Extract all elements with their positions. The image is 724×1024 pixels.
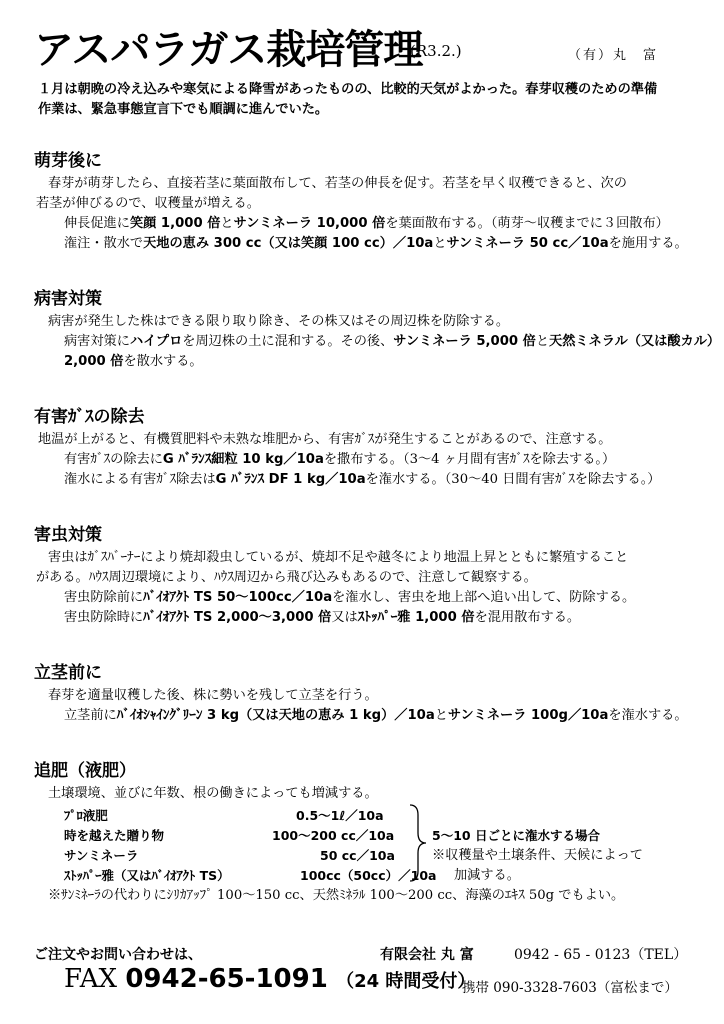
fertilizer-name: サンミネーラ	[64, 848, 139, 863]
text: を葉面散布する。（萌芽～収穫までに３回散布）	[385, 216, 669, 231]
text: と	[220, 216, 234, 231]
text: と	[434, 708, 448, 723]
paragraph-line: 地温が上がると、有機質肥料や未熟な堆肥から、有害ｶﾞｽが発生することがあるので、注意する。	[38, 432, 612, 447]
paragraph-line: がある。ﾊｳｽ周辺環境により、ﾊｳｽ周辺から飛び込みもあるので、注意して観察する。	[36, 570, 537, 585]
page-title: アスパラガス栽培管理	[34, 27, 423, 73]
product-dosage: サンミネーラ 50 cc／10a	[446, 236, 609, 251]
product-dosage: 天地の恵み 300 cc（又は笑顔 100 cc）／10a	[143, 236, 434, 251]
product-dosage: ﾊﾞｲｵｱｸﾄ TS 50～100cc／10a	[143, 590, 333, 605]
paragraph-line: 春芽が萌芽したら、直接若茎に葉面散布して、若茎の伸長を促す。若茎を早く収穫できると、次の	[48, 176, 627, 191]
tel-number: 0942 - 65 - 0123（TEL）	[514, 947, 688, 963]
intro-line: 作業は、緊急事態宣言下でも順調に進んでいた。	[38, 102, 329, 117]
company-name: 有限会社 丸 富	[380, 947, 474, 963]
product-dosage: ﾊﾞｲｵｼｬｲﾝｸﾞﾘｰﾝ 3 kg（又は天地の恵み 1 kg）／10a	[116, 708, 435, 723]
product-dosage: サンミネーラ 100g／10a	[447, 708, 609, 723]
paragraph-line	[64, 332, 720, 352]
curly-brace-icon	[406, 803, 428, 883]
fertilizer-amount: 100cc（50cc）／10a	[300, 868, 437, 883]
paragraph-line: 病害が発生した株はできる限り取り除き、その株又はその周辺株を防除する。	[48, 314, 510, 329]
text: 潅注・散水で	[64, 236, 144, 251]
company-name-top: （有）丸 富	[568, 48, 659, 63]
fertilizer-name: ﾌﾟﾛ液肥	[64, 808, 108, 823]
text: を潅水し、害虫を地上部へ追い出して、防除する。	[332, 590, 636, 605]
text: を潅水する。	[608, 708, 688, 723]
fax-note	[336, 968, 475, 992]
text: と	[535, 334, 550, 349]
adjustment-note: 加減する。	[454, 868, 520, 883]
section-heading-stem-standing: 立茎前に	[34, 663, 102, 683]
text: を潅水する。（30～40 日間有害ｶﾞｽを除去する。）	[365, 472, 661, 487]
text: 有害ｶﾞｽの除去に	[64, 452, 163, 467]
text: を混用散布する。	[474, 610, 581, 625]
footnote: ※ｻﾝﾐﾈｰﾗの代わりにｼﾘｶｱｯﾌﾟ 100～150 cc、天然ﾐﾈﾗﾙ 100～200 cc、海藻のｴｷｽ 50g でもよい。	[48, 888, 625, 903]
text: 伸長促進に	[64, 216, 130, 231]
fertilizer-name: ｽﾄｯﾊﾟｰ雅（又はﾊﾞｲｵｱｸﾄ TS）	[64, 868, 230, 883]
text: を撒布する。（3～4 ヶ月間有害ｶﾞｽを除去する。）	[323, 452, 616, 467]
inquiry-text: ご注文やお問い合わせは、	[34, 947, 202, 963]
inquiry-text	[34, 944, 202, 964]
paragraph-line	[64, 608, 580, 628]
paragraph-line	[64, 214, 669, 234]
text: を散水する。	[123, 354, 203, 369]
product-dosage: G ﾊﾞﾗﾝｽ DF 1 kg／10a	[215, 472, 366, 487]
text: を施用する。	[608, 236, 688, 251]
product-dosage: ｽﾄｯﾊﾟｰ雅 1,000 倍	[357, 610, 475, 625]
intro-line: １月は朝晩の冷え込みや寒気による降雪があったものの、比較的天気がよかった。春芽収穫のための準備	[38, 82, 658, 97]
paragraph-line	[64, 588, 635, 608]
paragraph-line: 若茎が伸びるので、収穫量が増える。	[36, 196, 260, 211]
paragraph-line: 害虫はｶﾞｽﾊﾞｰﾅｰにより焼却殺虫しているが、焼却不足や越冬により地温上昇とともに繁殖すること	[48, 550, 629, 565]
fax-line	[64, 964, 475, 994]
text: 害虫防除前に	[64, 590, 144, 605]
product-dosage: 2,000 倍	[64, 354, 124, 369]
fertilizer-amount: 50 cc／10a	[320, 848, 395, 863]
product-dosage: 笑顔 1,000 倍	[129, 216, 221, 231]
section-heading-gas-removal: 有害ｶﾞｽの除去	[34, 407, 145, 427]
text: 潅水による有害ｶﾞｽ除去は	[64, 472, 216, 487]
adjustment-note: ※収穫量や土壌条件、天候によって	[432, 848, 643, 863]
text: を周辺株の土に混和する。その後、	[182, 334, 394, 349]
fax-number: 0942-65-1091	[125, 964, 328, 994]
fax-note: （24 時間受付）	[336, 971, 476, 992]
product-dosage: サンミネーラ 5,000 倍	[393, 334, 536, 349]
fertilizer-amount: 100～200 cc／10a	[272, 828, 395, 843]
application-interval: 5～10 日ごとに潅水する場合	[432, 828, 600, 843]
product-dosage: サンミネーラ 10,000 倍	[233, 216, 386, 231]
product-name: ハイプロ	[129, 334, 183, 349]
fax-label: FAX	[64, 964, 118, 994]
paragraph-line: 春芽を適量収穫した後、株に勢いを残して立茎を行う。	[48, 688, 378, 703]
paragraph-line: 土壌環境、並びに年数、根の働きによっても増減する。	[48, 786, 378, 801]
section-heading-topdressing: 追肥（液肥）	[34, 761, 136, 781]
company-name	[380, 944, 474, 964]
fertilizer-amount: 0.5～1ℓ／10a	[296, 808, 384, 823]
mobile-number: 携帯 090-3328-7603（富松まで）	[462, 980, 678, 996]
paragraph-line	[64, 234, 688, 254]
text: 又は	[331, 610, 358, 625]
title-date: (R3.2.)	[410, 42, 462, 60]
product-dosage: ﾊﾞｲｵｱｸﾄ TS 2,000～3,000 倍	[143, 610, 332, 625]
fertilizer-name: 時を越えた贈り物	[64, 828, 165, 843]
section-heading-pests: 害虫対策	[34, 525, 102, 545]
text: 病害対策に	[64, 334, 130, 349]
paragraph-line	[64, 470, 661, 490]
paragraph-line	[64, 706, 688, 726]
text: 害虫防除時に	[64, 610, 144, 625]
product-dosage: G ﾊﾞﾗﾝｽ細粒 10 kg／10a	[162, 452, 324, 467]
intro-paragraph	[38, 80, 698, 120]
text: 立茎前に	[64, 708, 117, 723]
paragraph-line	[64, 450, 615, 470]
section-heading-disease: 病害対策	[34, 289, 102, 309]
product-name: 天然ミネラル（又は酸カル）	[549, 334, 721, 349]
section-heading-germination: 萌芽後に	[34, 151, 102, 171]
paragraph-line	[64, 352, 203, 372]
text: と	[433, 236, 447, 251]
